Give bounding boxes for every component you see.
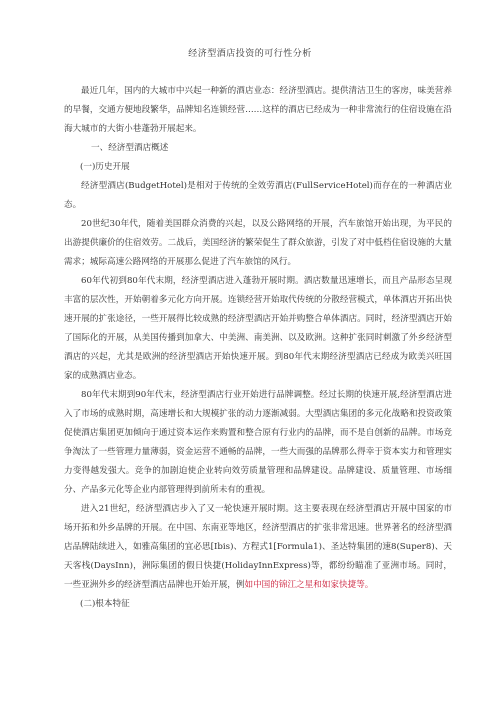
paragraph: 80年代末期到90年代末，经济型酒店行业开始进行品牌调整。经过长期的快速开展,经济型酒店进入了市场的成熟时期，高速增长和大规模扩张的动力逐渐减弱。大型酒店集团的多元化战略和投资政策促使酒店集团更加倾向于通过资本运作来购置和整合原有行业内的品牌，而不是自创新的品牌。市场竞争淘汰了一些管理力量薄弱，资金运营不通畅的品牌，一些大而强的品牌那么得幸于资本实力和管理实力变得越发强大。竞争的加剧迫使企业转向效劳质量管理和品牌建设。品牌建设、质量管理、市场细分、产品多元化等企业内部管理得到前所未有的重视。 <box>64 390 452 495</box>
document-body <box>64 82 452 614</box>
highlighted-text: 如中国的锦江之星和如家快捷等。 <box>244 580 374 590</box>
intro-paragraph: 最近几年，国内的大城市中兴起一种新的酒店业态：经济型酒店。提供清洁卫生的客房，味美营养的早餐，交通方便地段繁华，品牌知名连锁经营……这样的酒店已经成为一种非常流行的住宿设施在沿海大城市的大街小巷蓬勃开展起来。 <box>64 86 452 134</box>
paragraph: 60年代初到80年代末期，经济型酒店进入蓬勃开展时期。酒店数量迅速增长，而且产品形态呈现丰富的层次性，开始朝着多元化方向开展。连锁经营开始取代传统的分散经营模式，单体酒店开拓出快速开展的扩张途径，一些开展得比较成熟的经济型酒店开始并购整合单体酒店。同时，经济型酒店开始了国际化的开展，从美国传播到加拿大、中美洲、南美洲、以及欧洲。这种扩张同时刺激了外乡经济型酒店的兴起，尤其是欧洲的经济型酒店开始快速开展。到80年代末期经济型酒店已经成为欧美兴旺国家的成熟酒店业态。 <box>64 276 452 381</box>
subsection-heading: (一)历史开展 <box>80 162 130 172</box>
subsection-heading: (二)根本特征 <box>80 599 130 609</box>
paragraph: 经济型酒店(BudgetHotel)是相对于传统的全效劳酒店(FullServiceHotel)而存在的一种酒店业态。 <box>64 181 452 210</box>
paragraph-text: 进入21世纪，经济型酒店步入了又一轮快速开展时期。这主要表现在经济型酒店开展中国家的市场开拓和外乡品牌的开展。在中国、东南亚等地区，经济型酒店的扩张非常迅速。世界著名的经济型酒店品牌陆续进入，如雅高集团的宜必思[Ibis)、方程式1[Formula1)、圣达特集团的速8(Super8)、天天客栈(DaysInn)，洲际集团的假日快捷(HolidayInnExpress)等，都纷纷瞄准了亚洲市场。同时，一些亚洲外乡的经济型酒店品牌也开始开展，例 <box>64 504 452 590</box>
paragraph: 20世纪30年代，随着美国群众消费的兴起，以及公路网络的开展，汽车旅馆开始出现，为平民的出游提供廉价的住宿效劳。二战后，美国经济的繁荣促生了群众旅游，引发了对中低档住宿设施的大量需求；城际高速公路网络的开展那么促进了汽车旅馆的风行。 <box>64 219 452 267</box>
document-title: 经济型酒店投资的可行性分析 <box>188 49 312 59</box>
section-heading: 一、经济型酒店概述 <box>91 143 169 153</box>
paragraph <box>64 500 452 595</box>
